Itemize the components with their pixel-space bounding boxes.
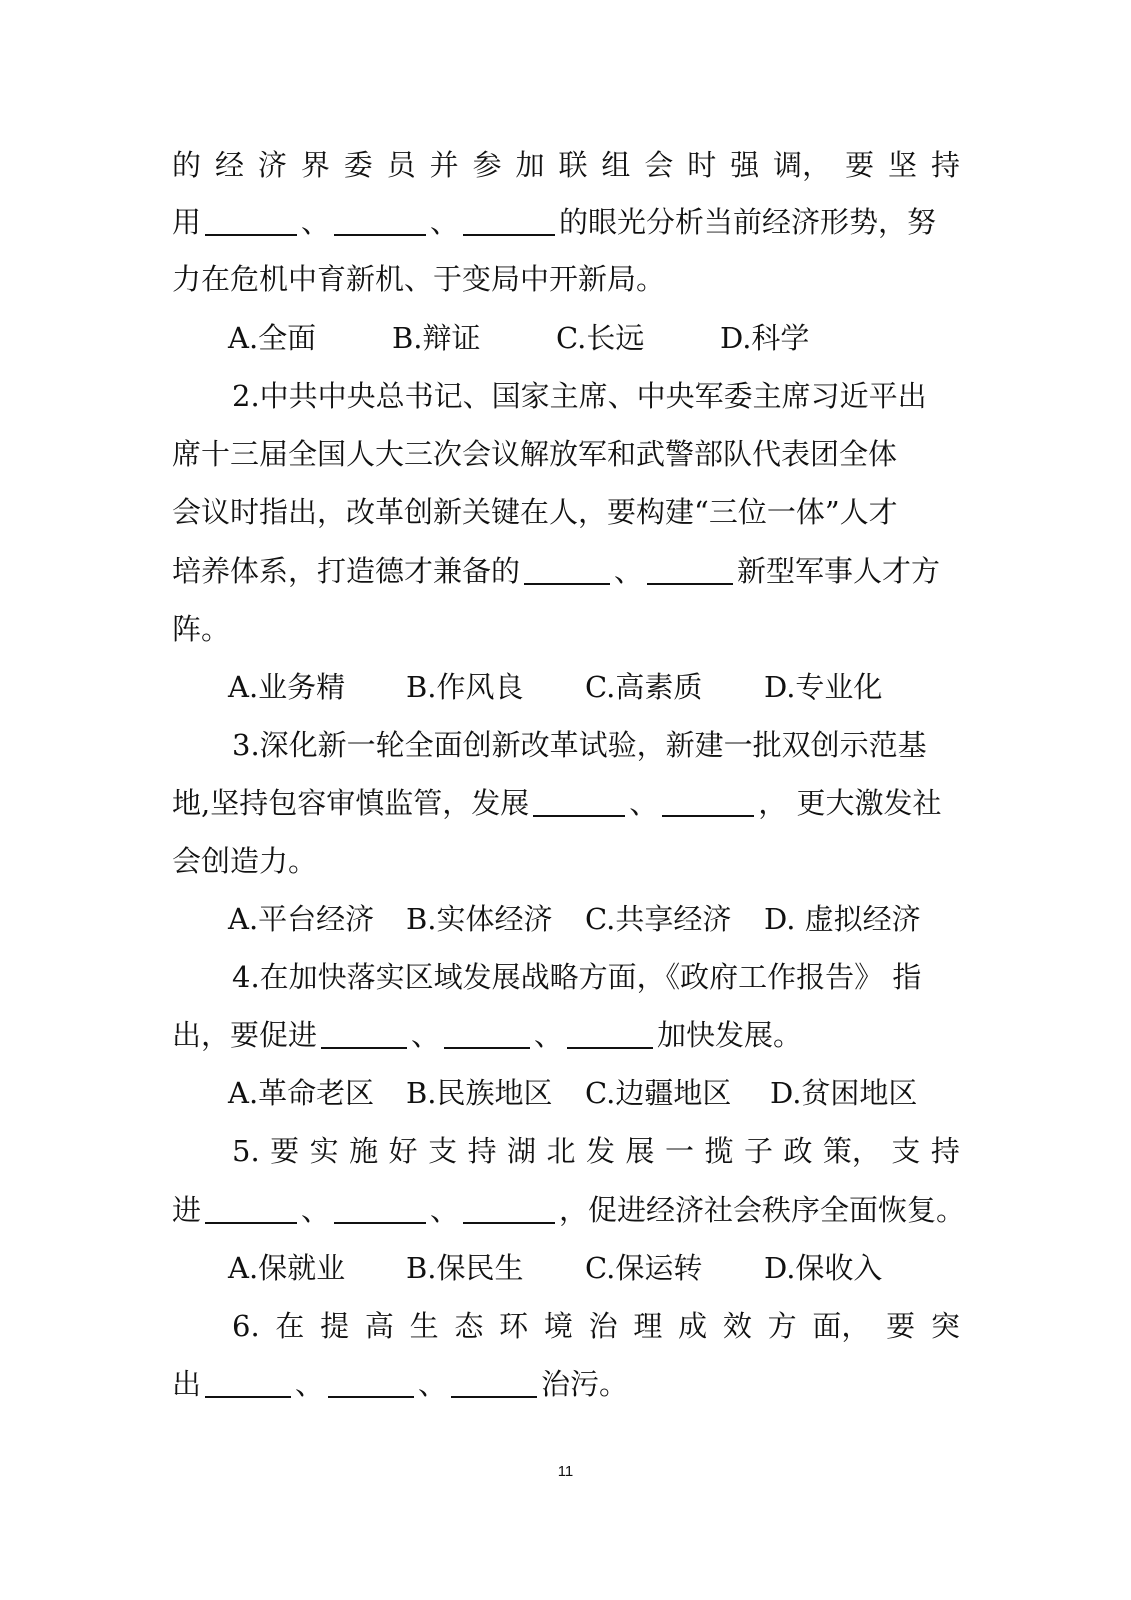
fill-blank[interactable] <box>647 555 733 585</box>
q4-line-2: 出，要促进 、 、 加快发展。 <box>172 1018 803 1052</box>
q3-line-2: 地,坚持包容审慎监管，发展 、 ， 更大激发社 <box>172 786 942 820</box>
q3-option-d: D. 虚拟经济 <box>764 902 921 936</box>
fill-blank[interactable] <box>533 787 625 817</box>
q2-line-4: 培养体系，打造德才兼备的 、 新型军事人才方 <box>172 554 941 588</box>
q4-option-a: A.革命老区 <box>228 1076 375 1110</box>
q2-option-b: B.作风良 <box>406 670 524 704</box>
fill-blank[interactable] <box>205 1194 297 1224</box>
q5-option-b: B.保民生 <box>406 1251 524 1285</box>
q5-option-d: D.保收入 <box>764 1251 883 1285</box>
q2-option-d: D.专业化 <box>764 670 883 704</box>
q1-line-2: 用 、 、 的眼光分析当前经济形势，努 <box>172 205 937 239</box>
q4-option-d: D.贫困地区 <box>770 1076 918 1110</box>
q2-option-c: C.高素质 <box>585 670 703 704</box>
fill-blank[interactable] <box>321 1019 407 1049</box>
q2-line-2: 席十三届全国人大三次会议解放军和武警部队代表团全体 <box>172 437 898 471</box>
q4-option-c: C.边疆地区 <box>585 1076 732 1110</box>
q1-option-d: D.科学 <box>720 321 810 355</box>
fill-blank[interactable] <box>463 206 555 236</box>
q5-option-c: C.保运转 <box>585 1251 703 1285</box>
fill-blank[interactable] <box>205 206 297 236</box>
q1-option-a: A.全面 <box>228 321 317 355</box>
q2-line-1: 2.中共中央总书记、国家主席、中央军委主席习近平出 <box>232 379 927 413</box>
q4-option-b: B.民族地区 <box>406 1076 553 1110</box>
fill-blank[interactable] <box>451 1368 537 1398</box>
q3-line-3: 会创造力。 <box>172 844 318 878</box>
q5-line-1: 5. 要 实 施 好 支 持 湖 北 发 展 一 揽 子 政 策， 支 持 <box>232 1134 960 1168</box>
q1-option-c: C.长远 <box>556 321 645 355</box>
fill-blank[interactable] <box>334 206 426 236</box>
page-number: 11 <box>557 1463 574 1480</box>
fill-blank[interactable] <box>463 1194 555 1224</box>
q3-option-b: B.实体经济 <box>406 902 553 936</box>
fill-blank[interactable] <box>444 1019 530 1049</box>
q1-line-3: 力在危机中育新机、于变局中开新局。 <box>172 262 666 296</box>
q5-line-2: 进 、 、 ，促进经济社会秩序全面恢复。 <box>172 1193 966 1227</box>
q3-line-1: 3.深化新一轮全面创新改革试验，新建一批双创示范基 <box>232 728 927 762</box>
q1-line-1: 的 经 济 界 委 员 并 参 加 联 组 会 时 强 调， 要 坚 持 <box>172 148 960 182</box>
q1-option-b: B.辩证 <box>392 321 481 355</box>
fill-blank[interactable] <box>567 1019 653 1049</box>
q6-line-1: 6. 在 提 高 生 态 环 境 治 理 成 效 方 面， 要 突 <box>232 1309 960 1343</box>
q2-option-a: A.业务精 <box>228 670 346 704</box>
q2-line-3: 会议时指出，改革创新关键在人，要构建“三位一体”人才 <box>172 495 898 529</box>
q2-line-5: 阵。 <box>172 612 231 646</box>
fill-blank[interactable] <box>328 1368 414 1398</box>
fill-blank[interactable] <box>662 787 754 817</box>
q3-option-c: C.共享经济 <box>585 902 732 936</box>
fill-blank[interactable] <box>334 1194 426 1224</box>
fill-blank[interactable] <box>524 555 610 585</box>
fill-blank[interactable] <box>205 1368 291 1398</box>
q4-line-1: 4.在加快落实区域发展战略方面，《政府工作报告》 指 <box>232 960 922 994</box>
q5-option-a: A.保就业 <box>228 1251 346 1285</box>
q3-option-a: A.平台经济 <box>228 902 375 936</box>
q6-line-2: 出 、 、 治污。 <box>172 1367 629 1401</box>
